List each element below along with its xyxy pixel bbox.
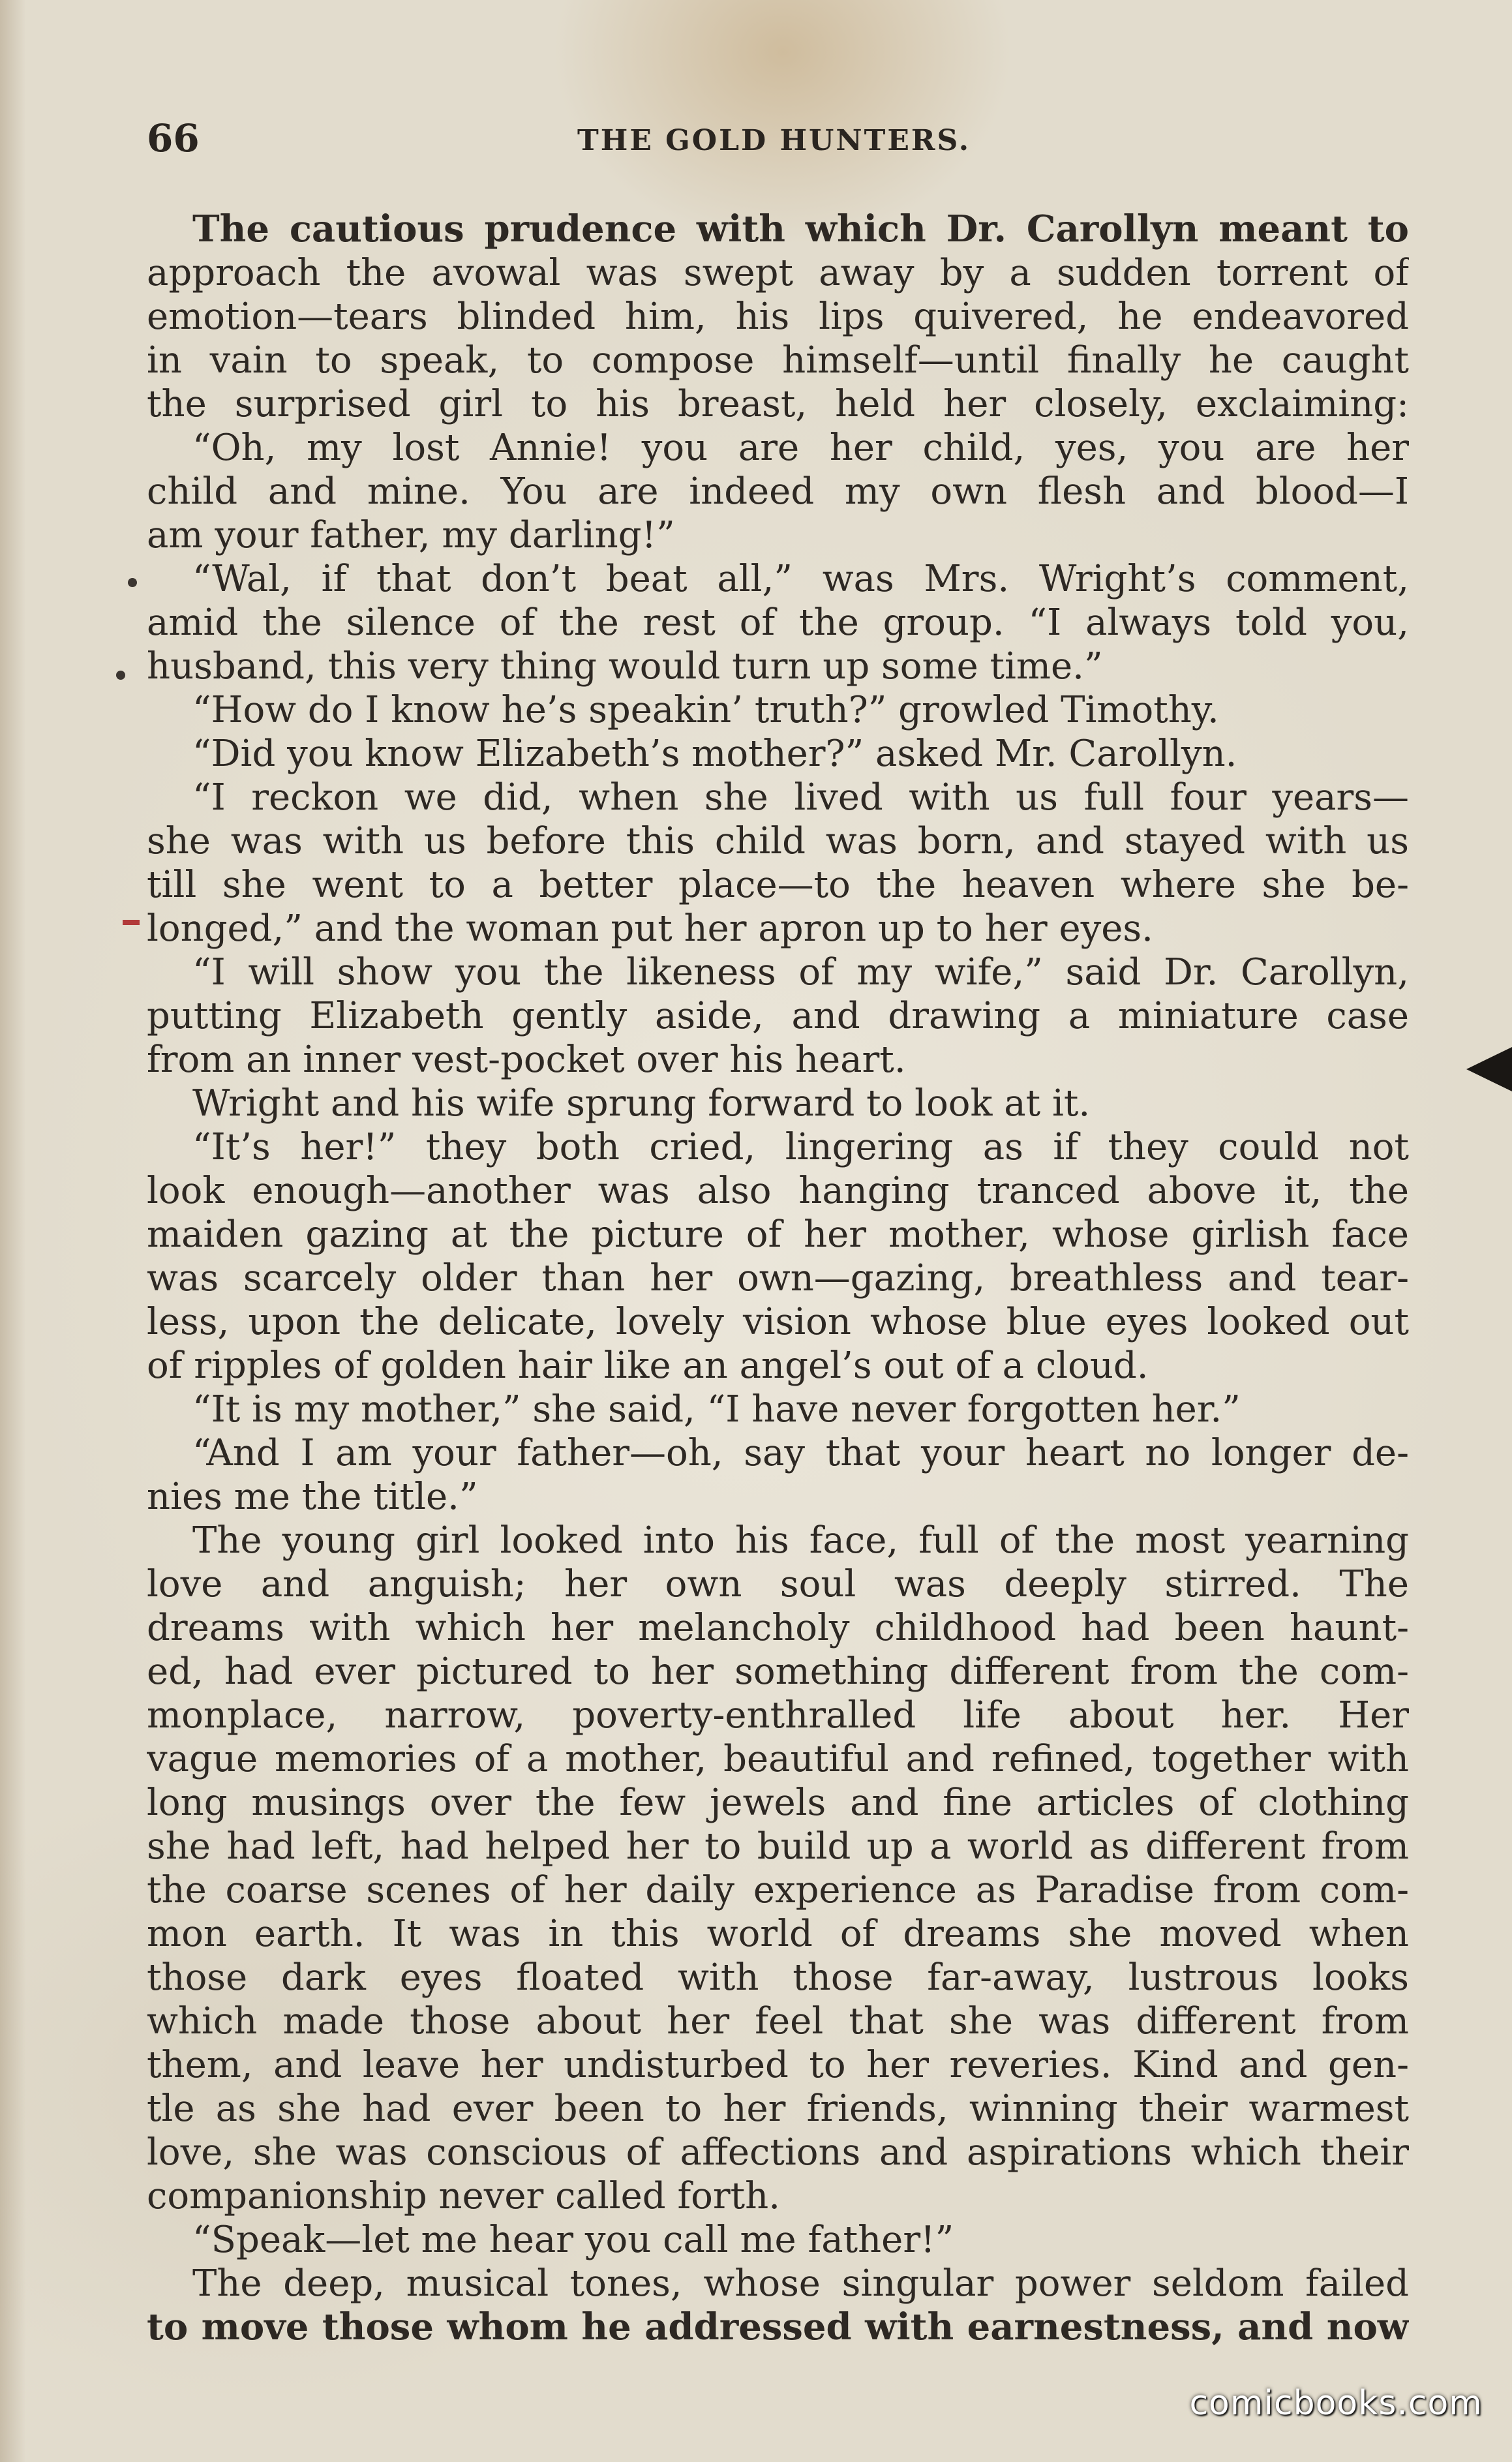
text-line: less, upon the delicate, lovely vision whose blue eyes looked out: [147, 1301, 1409, 1343]
text-line: love, she was conscious of affections and aspirations which their: [147, 2131, 1409, 2174]
text-line: child and mine. You are indeed my own flesh and blood—I: [147, 470, 1409, 513]
margin-dot: [128, 578, 137, 587]
text-line: The deep, musical tones, whose singular power seldom failed: [192, 2262, 1409, 2305]
text-line: The young girl looked into his face, full of the most yearning: [192, 1519, 1409, 1562]
text-line: dreams with which her melancholy childhood had been haunt-: [147, 1607, 1409, 1649]
text-line: ed, had ever pictured to her something different from the com-: [147, 1650, 1409, 1693]
text-line: am your father, my darling!”: [147, 514, 675, 556]
text-line: look enough—another was also hanging tranced above it, the: [147, 1170, 1409, 1212]
text-line: putting Elizabeth gently aside, and drawing a miniature case: [147, 995, 1409, 1037]
text-line: vague memories of a mother, beautiful and refined, together with: [147, 1738, 1409, 1780]
text-line: emotion—tears blinded him, his lips quivered, he endeavored: [147, 296, 1409, 338]
text-line: approach the avowal was swept away by a sudden torrent of: [147, 252, 1409, 294]
text-line: love and anguish; her own soul was deeply stirred. The: [147, 1563, 1409, 1605]
text-line: companionship never called forth.: [147, 2175, 781, 2217]
text-line: monplace, narrow, poverty-enthralled life about her. Her: [147, 1694, 1409, 1737]
text-line: from an inner vest-pocket over his heart.: [147, 1039, 906, 1081]
page-edge-shadow: [0, 0, 26, 2462]
page-number: 66: [147, 116, 200, 160]
text-line: “Speak—let me hear you call me father!”: [192, 2219, 954, 2261]
edge-pointer-mark: [1466, 1047, 1512, 1091]
text-line: long musings over the few jewels and fine articles of clothing: [147, 1782, 1409, 1824]
text-line: them, and leave her undisturbed to her reveries. Kind and gen-: [147, 2044, 1409, 2086]
text-line: The cautious prudence with which Dr. Carollyn meant to: [192, 207, 1409, 251]
text-line: maiden gazing at the picture of her mother, whose girlish face: [147, 1213, 1409, 1256]
running-title: THE GOLD HUNTERS.: [577, 124, 971, 157]
text-line: “I reckon we did, when she lived with us full four years—: [192, 776, 1409, 819]
text-line: till she went to a better place—to the heaven where she be-: [147, 864, 1409, 906]
text-line: “How do I know he’s speakin’ truth?” growled Timothy.: [192, 689, 1219, 731]
text-line: she was with us before this child was born, and stayed with us: [147, 820, 1409, 862]
text-line: of ripples of golden hair like an angel’s out of a cloud.: [147, 1345, 1149, 1387]
text-line: to move those whom he addressed with earnestness, and now: [147, 2305, 1409, 2348]
text-line: Wright and his wife sprung forward to look at it.: [192, 1082, 1091, 1125]
body-text: [147, 207, 1409, 2349]
text-line: in vain to speak, to compose himself—until finally he caught: [147, 339, 1409, 382]
text-line: which made those about her feel that she was different from: [147, 2000, 1409, 2043]
text-line: longed,” and the woman put her apron up to her eyes.: [147, 907, 1153, 950]
text-line: “It’s her!” they both cried, lingering as if they could not: [192, 1126, 1409, 1168]
text-line: “Oh, my lost Annie! you are her child, yes, you are her: [192, 427, 1409, 469]
text-line: the coarse scenes of her daily experience as Paradise from com-: [147, 1869, 1409, 1911]
watermark: comicbooks.com: [1189, 2384, 1483, 2423]
text-line: “I will show you the likeness of my wife,” said Dr. Carollyn,: [192, 951, 1409, 994]
text-line: those dark eyes floated with those far-away, lustrous looks: [147, 1956, 1409, 1999]
text-line: “Did you know Elizabeth’s mother?” asked Mr. Carollyn.: [192, 733, 1237, 775]
text-line: tle as she had ever been to her friends, winning their warmest: [147, 2088, 1409, 2130]
text-line: she had left, had helped her to build up a world as different from: [147, 1825, 1409, 1868]
page-header: [147, 116, 1409, 168]
text-line: amid the silence of the rest of the group. “I always told you,: [147, 601, 1409, 644]
text-line: “It is my mother,” she said, “I have never forgotten her.”: [192, 1388, 1241, 1431]
text-line: husband, this very thing would turn up some time.”: [147, 645, 1103, 688]
text-line: was scarcely older than her own—gazing, breathless and tear-: [147, 1257, 1409, 1299]
text-line: “Wal, if that don’t beat all,” was Mrs. Wright’s comment,: [192, 558, 1409, 600]
margin-mark: [123, 920, 140, 925]
text-line: mon earth. It was in this world of dreams she moved when: [147, 1913, 1409, 1955]
text-line: nies me the title.”: [147, 1476, 478, 1518]
text-line: the surprised girl to his breast, held her closely, exclaiming:: [147, 383, 1409, 425]
margin-dot: [116, 671, 125, 680]
text-line: “And I am your father—oh, say that your heart no longer de-: [192, 1432, 1409, 1474]
